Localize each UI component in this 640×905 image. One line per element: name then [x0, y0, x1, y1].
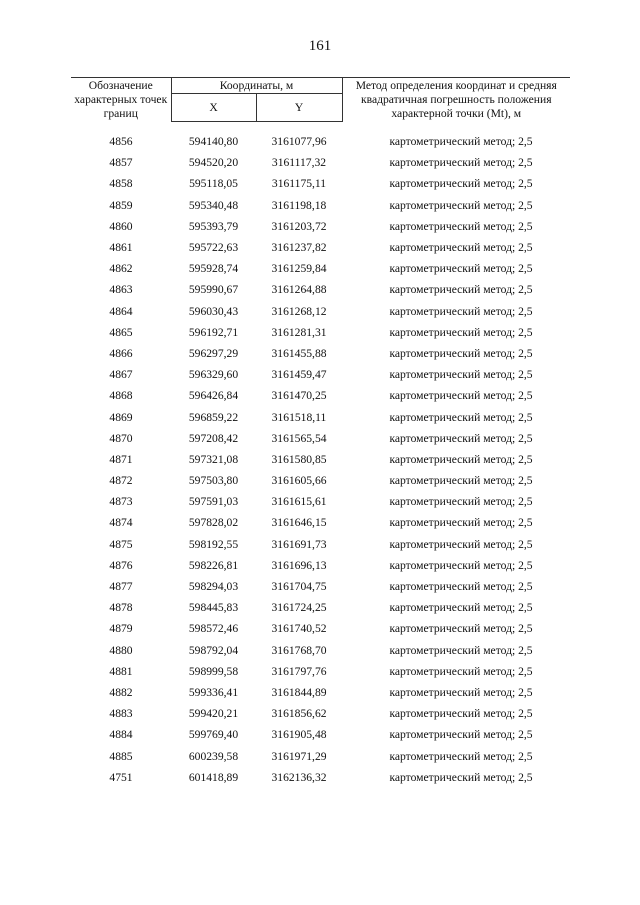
method-accuracy: картометрический метод; 2,5	[389, 749, 533, 763]
method-accuracy: картометрический метод; 2,5	[389, 325, 533, 339]
coordinate-y: 3161844,89	[271, 685, 327, 699]
table-row	[71, 449, 570, 470]
point-number: 4885	[109, 749, 133, 763]
method-accuracy: картометрический метод; 2,5	[389, 241, 533, 255]
coordinate-x: 595393,79	[188, 219, 239, 233]
method-accuracy: картометрический метод; 2,5	[389, 643, 533, 657]
point-number: 4870	[109, 431, 133, 445]
method-accuracy: картометрический метод; 2,5	[389, 177, 533, 191]
coordinate-x: 596329,60	[188, 368, 239, 382]
header-y: Y	[256, 94, 342, 122]
table-row	[71, 364, 570, 385]
coordinate-y: 3161615,61	[271, 495, 327, 509]
point-number: 4863	[109, 283, 133, 297]
table-row	[71, 703, 570, 724]
method-accuracy: картометрический метод; 2,5	[389, 474, 533, 488]
table-row	[71, 682, 570, 703]
point-number: 4873	[109, 495, 133, 509]
table-row	[71, 237, 570, 258]
point-number: 4884	[109, 728, 133, 742]
coordinate-x: 600239,58	[188, 749, 239, 763]
coordinate-y: 3161691,73	[271, 537, 327, 551]
coordinate-x: 598226,81	[188, 558, 239, 572]
coordinate-x: 596192,71	[188, 325, 239, 339]
point-number: 4861	[109, 241, 133, 255]
coordinate-y: 3161740,52	[271, 622, 327, 636]
coordinate-y: 3161797,76	[271, 664, 327, 678]
method-accuracy: картометрический метод; 2,5	[389, 346, 533, 360]
table-row	[71, 216, 570, 237]
table-row	[71, 428, 570, 449]
method-accuracy: картометрический метод; 2,5	[389, 728, 533, 742]
coordinate-y: 3161268,12	[271, 304, 327, 318]
coordinate-y: 3161455,88	[271, 346, 327, 360]
method-accuracy: картометрический метод; 2,5	[389, 601, 533, 615]
point-number: 4880	[109, 643, 133, 657]
coordinate-x: 598445,83	[188, 601, 239, 615]
point-number: 4866	[109, 346, 133, 360]
method-accuracy: картометрический метод; 2,5	[389, 770, 533, 784]
page-number: 161	[308, 38, 332, 54]
coordinate-x: 597503,80	[188, 474, 239, 488]
method-accuracy: картометрический метод; 2,5	[389, 516, 533, 530]
table-row	[71, 512, 570, 533]
point-number: 4871	[109, 452, 133, 466]
table-row	[71, 640, 570, 661]
point-number: 4883	[109, 707, 133, 721]
coordinates-table	[71, 77, 570, 788]
coordinate-y: 3161646,15	[271, 516, 327, 530]
coordinate-y: 3161259,84	[271, 262, 327, 276]
point-number: 4868	[109, 389, 133, 403]
coordinate-x: 595722,63	[188, 241, 239, 255]
point-number: 4878	[109, 601, 133, 615]
method-accuracy: картометрический метод; 2,5	[389, 368, 533, 382]
table-row	[71, 491, 570, 512]
coordinate-y: 3161724,25	[271, 601, 327, 615]
table-row	[71, 661, 570, 682]
coordinate-y: 3161459,47	[271, 368, 327, 382]
table-row	[71, 555, 570, 576]
method-accuracy: картометрический метод; 2,5	[389, 580, 533, 594]
table-body	[71, 122, 570, 788]
table-row	[71, 301, 570, 322]
coordinate-y: 3161856,62	[271, 707, 327, 721]
table-header	[71, 78, 570, 122]
method-accuracy: картометрический метод; 2,5	[389, 664, 533, 678]
table-row	[71, 258, 570, 279]
coordinate-y: 3161605,66	[271, 474, 327, 488]
coordinate-y: 3161565,54	[271, 431, 327, 445]
point-number: 4860	[109, 219, 133, 233]
point-number: 4874	[109, 516, 133, 530]
point-number: 4881	[109, 664, 133, 678]
coordinate-x: 599336,41	[188, 685, 239, 699]
method-accuracy: картометрический метод; 2,5	[389, 304, 533, 318]
coordinate-x: 597321,08	[188, 452, 239, 466]
table-row	[71, 173, 570, 194]
header-point-designation: Обозначение характерных точек границ	[71, 78, 171, 122]
coordinate-x: 596426,84	[188, 389, 239, 403]
table-row	[71, 767, 570, 788]
point-number: 4867	[109, 368, 133, 382]
method-accuracy: картометрический метод; 2,5	[389, 156, 533, 170]
coordinate-x: 598792,04	[188, 643, 239, 657]
point-number: 4872	[109, 474, 133, 488]
coordinate-y: 3161704,75	[271, 580, 327, 594]
table-row	[71, 385, 570, 406]
table-row	[71, 279, 570, 300]
table-row	[71, 618, 570, 639]
coordinate-x: 598294,03	[188, 580, 239, 594]
point-number: 4864	[109, 304, 133, 318]
table-row	[71, 597, 570, 618]
method-accuracy: картометрический метод; 2,5	[389, 537, 533, 551]
coordinate-x: 597208,42	[188, 431, 239, 445]
table-row	[71, 152, 570, 173]
coordinate-x: 597591,03	[188, 495, 239, 509]
coordinate-x: 594140,80	[188, 135, 239, 149]
coordinate-x: 595118,05	[189, 177, 238, 191]
method-accuracy: картометрический метод; 2,5	[389, 452, 533, 466]
table-row	[71, 322, 570, 343]
table-row	[71, 576, 570, 597]
coordinate-y: 3161281,31	[271, 325, 327, 339]
coordinate-x: 599420,21	[188, 707, 239, 721]
coordinate-y: 3161768,70	[271, 643, 327, 657]
coordinate-y: 3161696,13	[271, 558, 327, 572]
point-number: 4751	[109, 770, 133, 784]
table-row	[71, 745, 570, 766]
header-spacer	[71, 122, 570, 132]
header-x: X	[171, 94, 256, 122]
coordinate-y: 3161175,11	[271, 177, 327, 191]
coordinate-x: 598999,58	[188, 664, 239, 678]
point-number: 4865	[109, 325, 133, 339]
method-accuracy: картометрический метод; 2,5	[389, 262, 533, 276]
header-method: Метод определения координат и средняя квадратичная погрешность положения характерной точки (Mt), м	[342, 78, 570, 122]
method-accuracy: картометрический метод; 2,5	[389, 622, 533, 636]
point-number: 4859	[109, 198, 133, 212]
point-number: 4858	[109, 177, 133, 191]
table-row	[71, 724, 570, 745]
method-accuracy: картометрический метод; 2,5	[389, 685, 533, 699]
coordinate-x: 598572,46	[188, 622, 239, 636]
method-accuracy: картометрический метод; 2,5	[389, 389, 533, 403]
coordinate-y: 3161198,18	[271, 198, 327, 212]
method-accuracy: картометрический метод; 2,5	[389, 558, 533, 572]
coordinate-y: 3161470,25	[271, 389, 327, 403]
coordinate-y: 3161905,48	[271, 728, 327, 742]
table-row	[71, 195, 570, 216]
method-accuracy: картометрический метод; 2,5	[389, 219, 533, 233]
point-number: 4877	[109, 580, 133, 594]
point-number: 4876	[109, 558, 133, 572]
coordinate-y: 3161518,11	[271, 410, 327, 424]
point-number: 4875	[109, 537, 133, 551]
method-accuracy: картометрический метод; 2,5	[389, 495, 533, 509]
coordinate-x: 601418,89	[188, 770, 239, 784]
method-accuracy: картометрический метод; 2,5	[389, 283, 533, 297]
coordinate-x: 597828,02	[188, 516, 239, 530]
coordinate-x: 596297,29	[188, 346, 239, 360]
coordinate-y: 3161580,85	[271, 452, 327, 466]
coordinate-y: 3161203,72	[271, 219, 327, 233]
coordinate-x: 596859,22	[188, 410, 239, 424]
table-row	[71, 470, 570, 491]
point-number: 4856	[109, 135, 133, 149]
coordinate-x: 596030,43	[188, 304, 239, 318]
point-number: 4862	[109, 262, 133, 276]
table-row	[71, 131, 570, 152]
point-number: 4882	[109, 685, 133, 699]
method-accuracy: картометрический метод; 2,5	[389, 410, 533, 424]
coordinate-x: 598192,55	[188, 537, 239, 551]
coordinate-x: 594520,20	[188, 156, 239, 170]
coordinate-y: 3162136,32	[271, 770, 327, 784]
method-accuracy: картометрический метод; 2,5	[389, 707, 533, 721]
coordinate-x: 599769,40	[188, 728, 239, 742]
table-row	[71, 534, 570, 555]
coordinate-y: 3161077,96	[271, 135, 327, 149]
point-number: 4857	[109, 156, 133, 170]
point-number: 4879	[109, 622, 133, 636]
header-coordinates: Координаты, м	[171, 78, 342, 94]
coordinate-x: 595990,67	[188, 283, 239, 297]
coordinate-y: 3161117,32	[271, 156, 327, 170]
method-accuracy: картометрический метод; 2,5	[389, 431, 533, 445]
method-accuracy: картометрический метод; 2,5	[389, 135, 533, 149]
point-number: 4869	[109, 410, 133, 424]
coordinate-y: 3161237,82	[271, 241, 327, 255]
coordinate-x: 595928,74	[188, 262, 239, 276]
coordinate-y: 3161971,29	[271, 749, 327, 763]
table-row	[71, 343, 570, 364]
method-accuracy: картометрический метод; 2,5	[389, 198, 533, 212]
coordinate-y: 3161264,88	[271, 283, 327, 297]
coordinate-x: 595340,48	[188, 198, 239, 212]
table-row	[71, 406, 570, 427]
